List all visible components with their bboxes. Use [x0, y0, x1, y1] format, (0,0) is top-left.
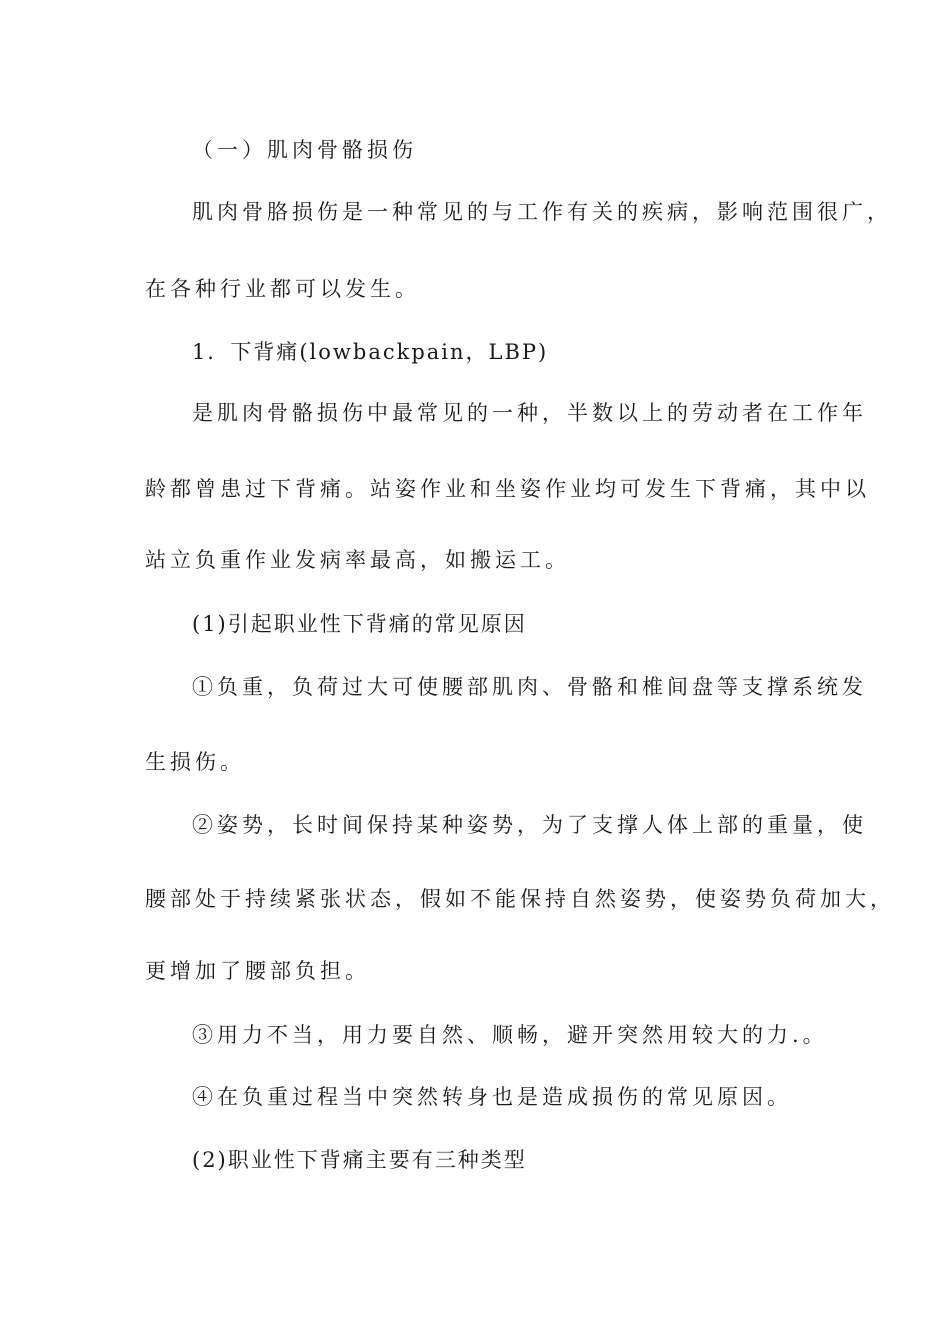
- subsection-heading: 1．下背痛(lowbackpain，LBP): [192, 340, 549, 364]
- list-item-line: ②姿势，长时间保持某种姿势，为了支撑人体上部的重量，使: [192, 813, 867, 837]
- paragraph-line: 在各种行业都可以发生。: [145, 277, 420, 301]
- list-item-line: ③用力不当，用力要自然、顺畅，避开突然用较大的力.。: [192, 1023, 828, 1047]
- list-item-line: 生损伤。: [145, 750, 245, 774]
- list-item-line: 腰部处于持续紧张状态，假如不能保持自然姿势，使姿势负荷加大，: [145, 887, 895, 911]
- paragraph-line: 是肌肉骨骼损伤中最常见的一种，半数以上的劳动者在工作年: [192, 401, 867, 425]
- paragraph-line: 肌肉骨胳损伤是一种常见的与工作有关的疾病，影响范围很广，: [192, 200, 892, 224]
- subsection-heading: (1)引起职业性下背痛的常见原因: [192, 612, 527, 636]
- section-heading: （一）肌肉骨骼损伤: [192, 138, 417, 162]
- paragraph-line: 龄都曾患过下背痛。站姿作业和坐姿作业均可发生下背痛，其中以: [145, 477, 870, 501]
- list-item-line: ④在负重过程当中突然转身也是造成损伤的常见原因。: [192, 1085, 792, 1109]
- paragraph-line: 站立负重作业发病率最高，如搬运工。: [145, 548, 570, 572]
- subsection-heading: (2)职业性下背痛主要有三种类型: [192, 1148, 527, 1172]
- list-item-line: ①负重，负荷过大可使腰部肌肉、骨骼和椎间盘等支撑系统发: [192, 675, 867, 699]
- list-item-line: 更增加了腰部负担。: [145, 959, 370, 983]
